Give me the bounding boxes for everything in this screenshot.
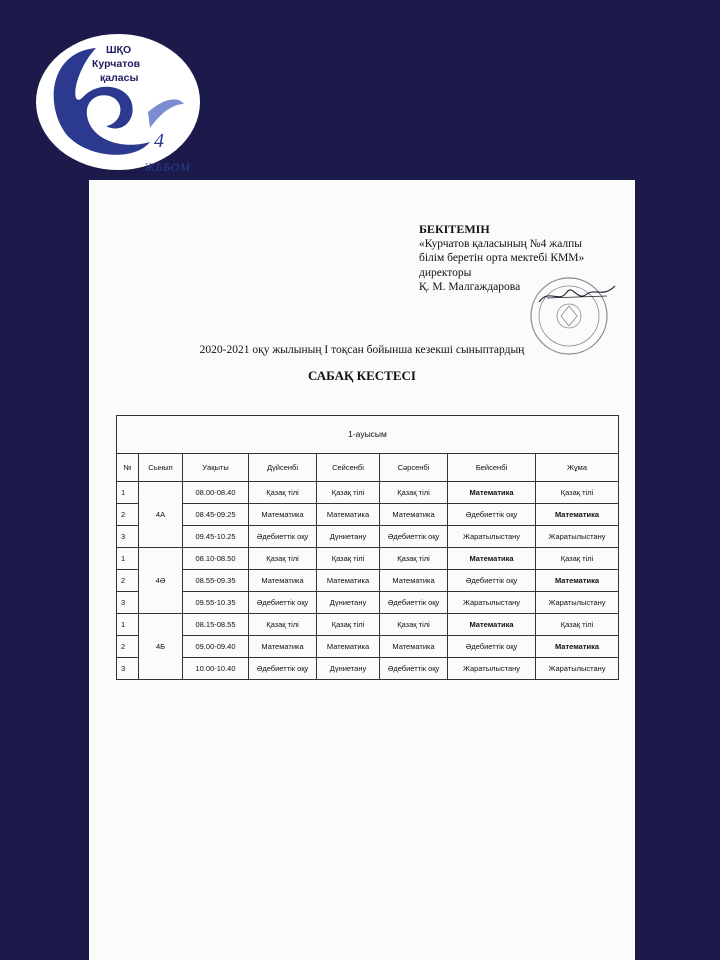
class-name: 4А — [139, 482, 183, 548]
column-header-class: Сынып — [139, 454, 183, 482]
monday-subject: Әдебиеттік оқу — [249, 526, 317, 548]
lesson-number: 2 — [117, 504, 139, 526]
friday-subject: Жаратылыстану — [536, 526, 619, 548]
lesson-time: 09.45-10.25 — [183, 526, 249, 548]
lesson-time: 08.45-09.25 — [183, 504, 249, 526]
monday-subject: Қазақ тілі — [249, 548, 317, 570]
document-heading: САБАҚ КЕСТЕСІ — [308, 368, 416, 383]
lesson-number: 3 — [117, 526, 139, 548]
document-page — [89, 180, 635, 960]
table-row — [117, 548, 619, 570]
column-header-tuesday: Сейсенбі — [317, 454, 380, 482]
column-header-friday: Жұма — [536, 454, 619, 482]
table-row — [117, 658, 619, 680]
tuesday-subject: Математика — [317, 636, 380, 658]
table-row — [117, 592, 619, 614]
tuesday-subject: Дүниетану — [317, 526, 380, 548]
table-header-row — [117, 454, 619, 482]
table-row — [117, 570, 619, 592]
lesson-time: 09.00-09.40 — [183, 636, 249, 658]
column-header-number: № — [117, 454, 139, 482]
logo-text-line-3: қаласы — [100, 72, 139, 84]
friday-subject: Қазақ тілі — [536, 614, 619, 636]
lesson-number: 3 — [117, 658, 139, 680]
approval-line: «Курчатов қаласының №4 жалпы — [419, 237, 583, 250]
wednesday-subject: Қазақ тілі — [380, 614, 448, 636]
logo-text-line-2: Курчатов — [92, 58, 141, 70]
lesson-number: 1 — [117, 614, 139, 636]
lesson-number: 1 — [117, 548, 139, 570]
friday-subject: Қазақ тілі — [536, 548, 619, 570]
lesson-number: 2 — [117, 570, 139, 592]
document-title: 2020-2021 оқу жылының І тоқсан бойынша кезекші сыныптардың — [199, 344, 525, 356]
wednesday-subject: Қазақ тілі — [380, 548, 448, 570]
column-header-monday: Дүйсенбі — [249, 454, 317, 482]
logo-number: 4 — [154, 130, 164, 152]
table-row — [117, 614, 619, 636]
logo-text-line-1: ШҚО — [106, 44, 132, 56]
monday-subject: Математика — [249, 570, 317, 592]
approval-title: БЕКІТЕМІН — [419, 222, 490, 236]
thursday-subject: Математика — [448, 614, 536, 636]
monday-subject: Математика — [249, 504, 317, 526]
lesson-time: 08.10-08.50 — [183, 548, 249, 570]
friday-subject: Жаратылыстану — [536, 592, 619, 614]
thursday-subject: Әдебиеттік оқу — [448, 636, 536, 658]
table-row — [117, 482, 619, 504]
friday-subject: Математика — [536, 504, 619, 526]
logo-abbreviation: ЖББОМ — [144, 160, 191, 174]
monday-subject: Әдебиеттік оқу — [249, 592, 317, 614]
wednesday-subject: Математика — [380, 636, 448, 658]
tuesday-subject: Дүниетану — [317, 658, 380, 680]
table-row — [117, 504, 619, 526]
shift-header-row — [117, 416, 619, 454]
monday-subject: Қазақ тілі — [249, 614, 317, 636]
lesson-time: 08.55-09.35 — [183, 570, 249, 592]
shift-label: 1-ауысым — [117, 416, 619, 454]
wednesday-subject: Қазақ тілі — [380, 482, 448, 504]
wednesday-subject: Әдебиеттік оқу — [380, 658, 448, 680]
wednesday-subject: Әдебиеттік оқу — [380, 592, 448, 614]
tuesday-subject: Математика — [317, 504, 380, 526]
approval-line: білім беретін орта мектебі КММ» — [419, 252, 585, 264]
director-name: Қ. М. Малгаждарова — [419, 281, 521, 293]
lesson-number: 2 — [117, 636, 139, 658]
tuesday-subject: Қазақ тілі — [317, 614, 380, 636]
table-row — [117, 636, 619, 658]
school-logo — [36, 34, 200, 174]
approval-line: директоры — [419, 266, 472, 279]
friday-subject: Қазақ тілі — [536, 482, 619, 504]
friday-subject: Жаратылыстану — [536, 658, 619, 680]
monday-subject: Әдебиеттік оқу — [249, 658, 317, 680]
wednesday-subject: Математика — [380, 504, 448, 526]
thursday-subject: Жаратылыстану — [448, 592, 536, 614]
thursday-subject: Жаратылыстану — [448, 658, 536, 680]
class-name: 4Б — [139, 614, 183, 680]
tuesday-subject: Дүниетану — [317, 592, 380, 614]
tuesday-subject: Қазақ тілі — [317, 548, 380, 570]
lesson-time: 09.55-10.35 — [183, 592, 249, 614]
lesson-number: 1 — [117, 482, 139, 504]
schedule-table — [116, 415, 619, 680]
signature-icon — [537, 280, 617, 310]
thursday-subject: Әдебиеттік оқу — [448, 504, 536, 526]
thursday-subject: Математика — [448, 482, 536, 504]
column-header-wednesday: Сәрсенбі — [380, 454, 448, 482]
thursday-subject: Жаратылыстану — [448, 526, 536, 548]
column-header-thursday: Бейсенбі — [448, 454, 536, 482]
monday-subject: Математика — [249, 636, 317, 658]
thursday-subject: Математика — [448, 548, 536, 570]
friday-subject: Математика — [536, 570, 619, 592]
tuesday-subject: Қазақ тілі — [317, 482, 380, 504]
tuesday-subject: Математика — [317, 570, 380, 592]
friday-subject: Математика — [536, 636, 619, 658]
table-row — [117, 526, 619, 548]
monday-subject: Қазақ тілі — [249, 482, 317, 504]
column-header-time: Уақыты — [183, 454, 249, 482]
lesson-time: 10.00-10.40 — [183, 658, 249, 680]
lesson-number: 3 — [117, 592, 139, 614]
thursday-subject: Әдебиеттік оқу — [448, 570, 536, 592]
lesson-time: 08.15-08.55 — [183, 614, 249, 636]
wednesday-subject: Математика — [380, 570, 448, 592]
class-name: 4Ә — [139, 548, 183, 614]
lesson-time: 08.00-08.40 — [183, 482, 249, 504]
wednesday-subject: Әдебиеттік оқу — [380, 526, 448, 548]
